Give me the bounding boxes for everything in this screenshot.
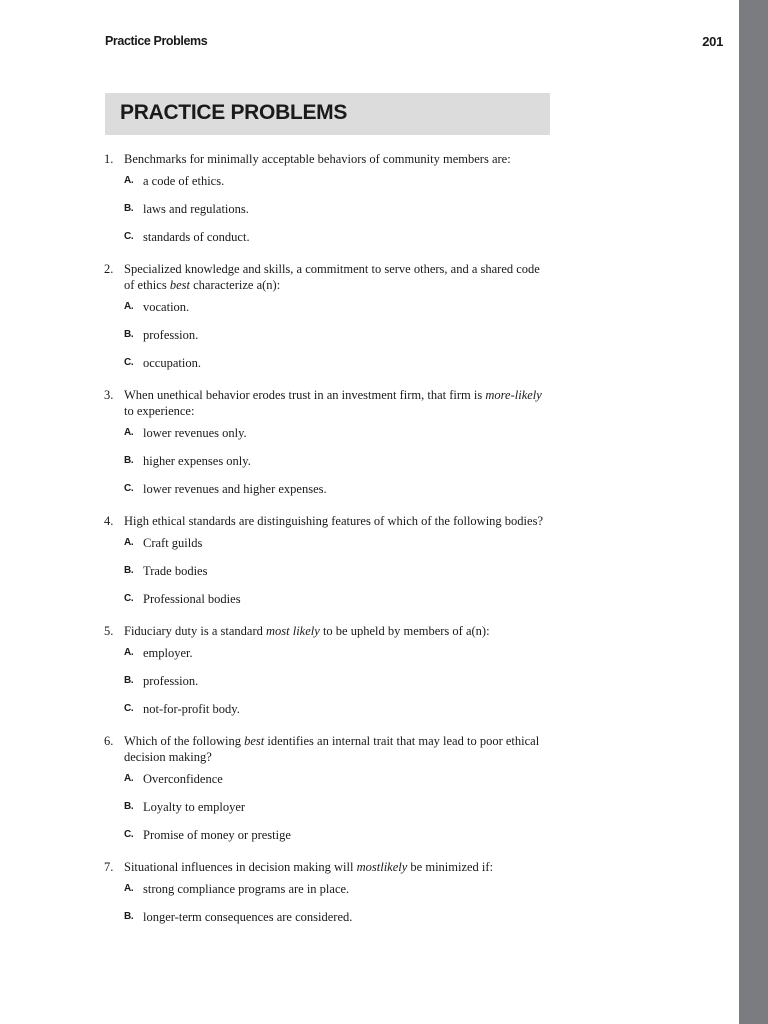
option-letter: A. bbox=[124, 427, 134, 438]
question-text: be minimized if: bbox=[407, 860, 494, 874]
question-text: to be upheld by members of a(n): bbox=[319, 624, 490, 638]
option-text: Promise of money or prestige bbox=[143, 828, 291, 842]
answer-option bbox=[104, 673, 549, 689]
answer-option bbox=[104, 229, 549, 245]
question-text: characterize a(n): bbox=[189, 278, 281, 292]
question-number: 2. bbox=[104, 262, 114, 276]
option-text: laws and regulations. bbox=[143, 202, 249, 216]
answer-options bbox=[104, 881, 549, 925]
answer-option bbox=[104, 173, 549, 189]
question-number: 4. bbox=[104, 514, 114, 528]
question-number: 5. bbox=[104, 624, 114, 638]
option-text: a code of ethics. bbox=[143, 174, 225, 188]
option-letter: C. bbox=[124, 483, 134, 494]
option-text: vocation. bbox=[143, 300, 190, 314]
option-letter: A. bbox=[124, 647, 134, 658]
answer-options bbox=[104, 535, 549, 607]
question-number: 3. bbox=[104, 388, 114, 402]
answer-option bbox=[104, 591, 549, 607]
option-text: lower revenues only. bbox=[143, 426, 247, 440]
answer-option bbox=[104, 481, 549, 497]
question-stem bbox=[104, 151, 549, 167]
question-stem bbox=[104, 513, 549, 529]
answer-options bbox=[104, 173, 549, 245]
question-text: When unethical behavior erodes trust in an investment firm, that firm is bbox=[124, 388, 486, 402]
option-text: not-for-profit body. bbox=[143, 702, 240, 716]
question-text: to experience: bbox=[124, 404, 195, 418]
question-text-emphasis: more-likely bbox=[485, 388, 542, 402]
question-item bbox=[104, 151, 549, 245]
question-list bbox=[104, 151, 549, 941]
option-text: Overconfidence bbox=[143, 772, 223, 786]
answer-option bbox=[104, 645, 549, 661]
option-text: profession. bbox=[143, 674, 199, 688]
question-text: identifies an internal trait that may lead to poor ethical decision making? bbox=[124, 734, 540, 764]
option-letter: C. bbox=[124, 231, 134, 242]
option-letter: B. bbox=[124, 565, 134, 576]
answer-options bbox=[104, 425, 549, 497]
running-head-title: Practice Problems bbox=[105, 34, 208, 48]
question-text-emphasis: best bbox=[169, 278, 190, 292]
option-letter: A. bbox=[124, 773, 134, 784]
answer-options bbox=[104, 645, 549, 717]
question-text: Which of the following bbox=[124, 734, 245, 748]
option-text: employer. bbox=[143, 646, 193, 660]
question-number: 6. bbox=[104, 734, 114, 748]
question-number: 1. bbox=[104, 152, 114, 166]
question-stem bbox=[104, 387, 549, 419]
question-number: 7. bbox=[104, 860, 114, 874]
question-stem bbox=[104, 859, 549, 875]
question-text-emphasis: mostlikely bbox=[356, 860, 408, 874]
option-text: Loyalty to employer bbox=[143, 800, 246, 814]
answer-options bbox=[104, 299, 549, 371]
question-item bbox=[104, 859, 549, 925]
option-text: higher expenses only. bbox=[143, 454, 251, 468]
option-text: lower revenues and higher expenses. bbox=[143, 482, 327, 496]
question-stem bbox=[104, 733, 549, 765]
answer-options bbox=[104, 771, 549, 843]
option-letter: A. bbox=[124, 883, 134, 894]
option-text: strong compliance programs are in place. bbox=[143, 882, 350, 896]
answer-option bbox=[104, 909, 549, 925]
answer-option bbox=[104, 355, 549, 371]
option-text: standards of conduct. bbox=[143, 230, 250, 244]
answer-option bbox=[104, 563, 549, 579]
question-stem bbox=[104, 261, 549, 293]
answer-option bbox=[104, 299, 549, 315]
question-item bbox=[104, 513, 549, 607]
page-edge-tab bbox=[739, 0, 768, 1024]
question-text: Situational influences in decision making will bbox=[124, 860, 357, 874]
option-letter: A. bbox=[124, 537, 134, 548]
answer-option bbox=[104, 425, 549, 441]
option-letter: A. bbox=[124, 301, 134, 312]
answer-option bbox=[104, 799, 549, 815]
question-text-emphasis: best bbox=[244, 734, 265, 748]
question-text: Specialized knowledge and skills, a commitment to serve others, and a shared code of ethics bbox=[124, 262, 540, 292]
option-letter: B. bbox=[124, 675, 134, 686]
question-item bbox=[104, 387, 549, 497]
answer-option bbox=[104, 881, 549, 897]
question-item bbox=[104, 623, 549, 717]
question-text: Fiduciary duty is a standard bbox=[124, 624, 266, 638]
answer-option bbox=[104, 771, 549, 787]
page-number: 201 bbox=[702, 34, 723, 49]
answer-option bbox=[104, 453, 549, 469]
running-head bbox=[105, 34, 723, 52]
option-text: occupation. bbox=[143, 356, 201, 370]
option-letter: C. bbox=[124, 829, 134, 840]
option-text: Craft guilds bbox=[143, 536, 203, 550]
option-letter: A. bbox=[124, 175, 134, 186]
option-text: longer-term consequences are considered. bbox=[143, 910, 353, 924]
option-letter: C. bbox=[124, 703, 134, 714]
question-item bbox=[104, 733, 549, 843]
answer-option bbox=[104, 701, 549, 717]
option-letter: B. bbox=[124, 801, 134, 812]
question-stem bbox=[104, 623, 549, 639]
section-title: PRACTICE PROBLEMS bbox=[120, 101, 348, 124]
answer-option bbox=[104, 327, 549, 343]
answer-option bbox=[104, 535, 549, 551]
question-text: High ethical standards are distinguishing features of which of the following bodies? bbox=[124, 514, 543, 528]
option-text: Trade bodies bbox=[143, 564, 208, 578]
option-text: Professional bodies bbox=[143, 592, 241, 606]
question-item bbox=[104, 261, 549, 371]
section-banner bbox=[105, 93, 550, 135]
option-letter: C. bbox=[124, 357, 134, 368]
answer-option bbox=[104, 201, 549, 217]
option-letter: B. bbox=[124, 329, 134, 340]
answer-option bbox=[104, 827, 549, 843]
question-text-emphasis: most likely bbox=[266, 624, 320, 638]
option-letter: C. bbox=[124, 593, 134, 604]
option-text: profession. bbox=[143, 328, 199, 342]
option-letter: B. bbox=[124, 455, 134, 466]
option-letter: B. bbox=[124, 203, 134, 214]
question-text: Benchmarks for minimally acceptable behaviors of community members are: bbox=[124, 152, 511, 166]
option-letter: B. bbox=[124, 911, 134, 922]
